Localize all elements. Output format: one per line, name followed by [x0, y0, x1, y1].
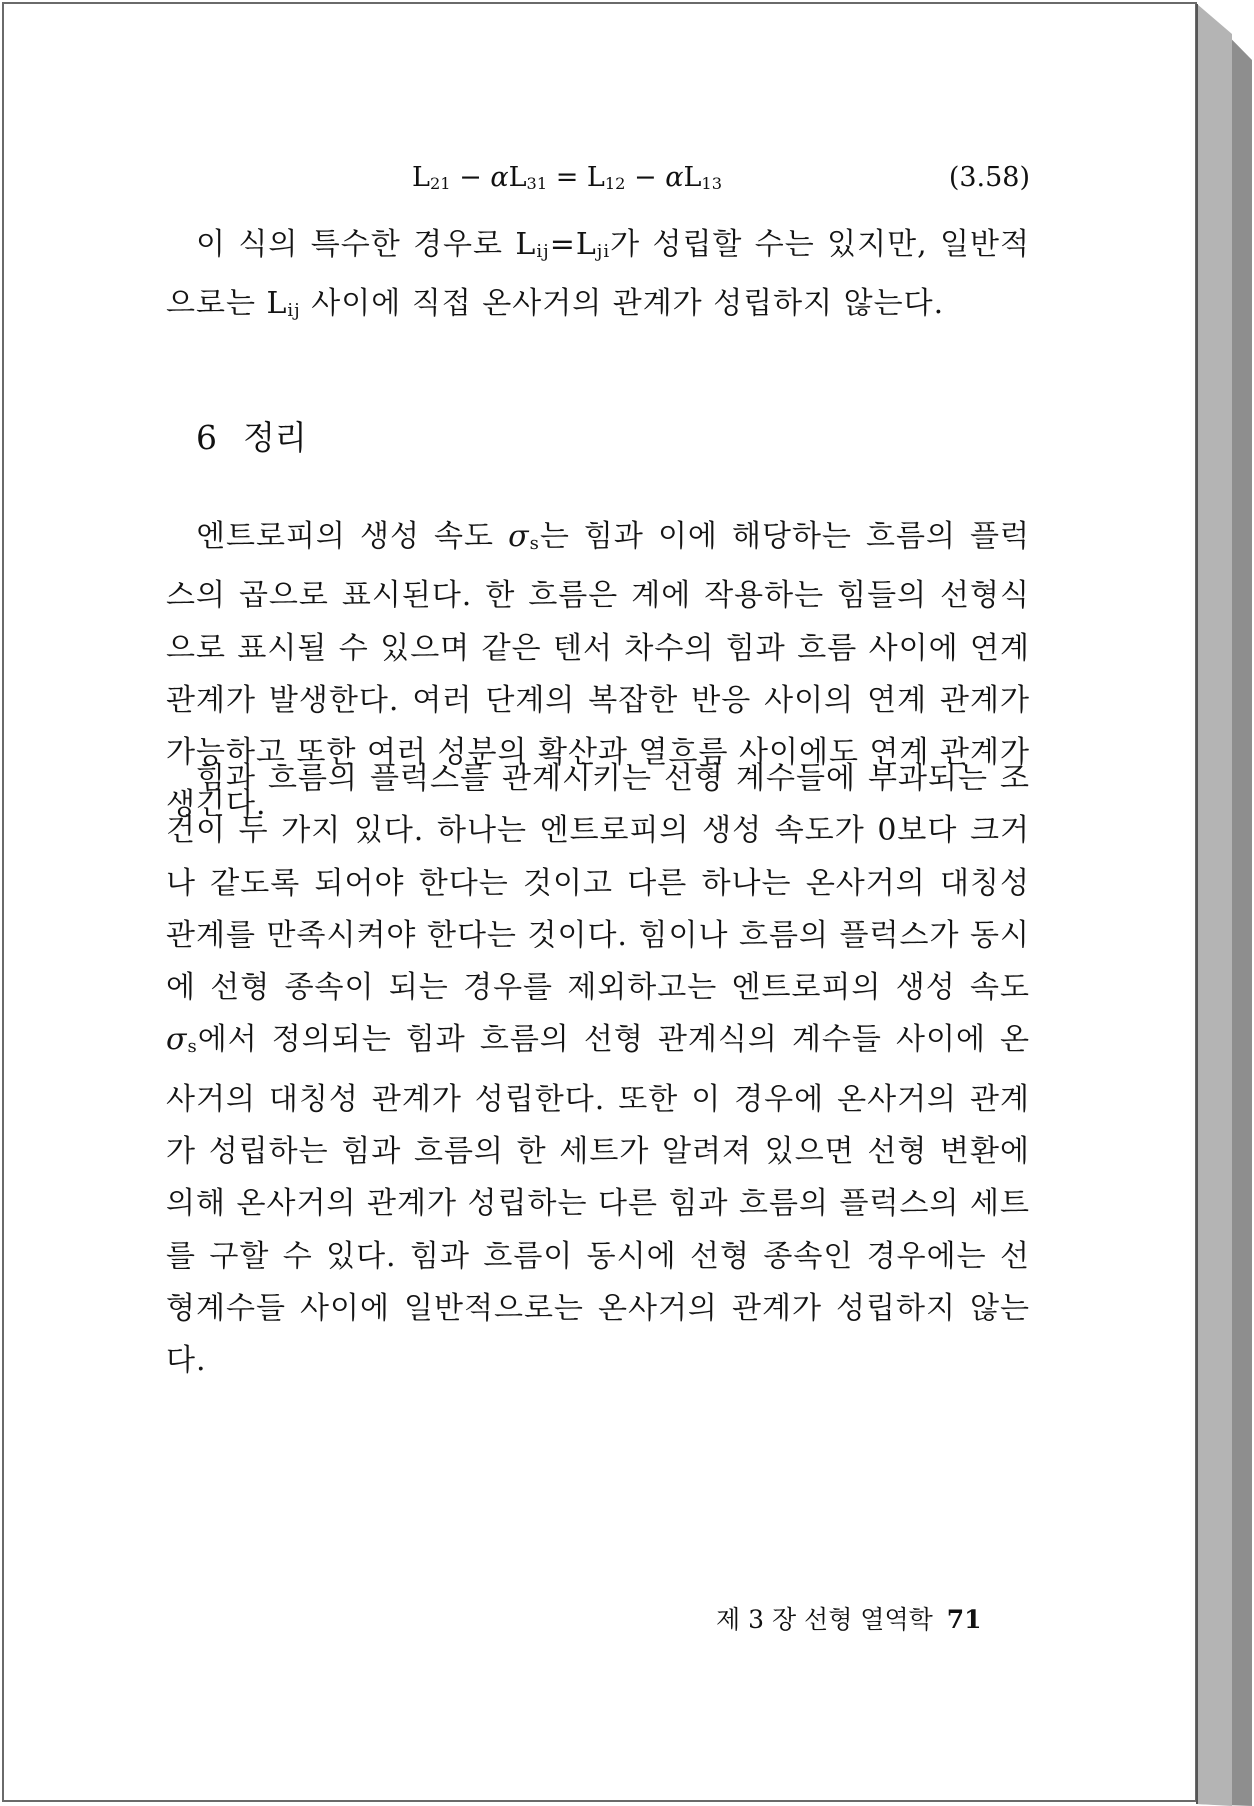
running-footer [716, 1600, 1036, 1636]
equation-row [160, 158, 1030, 198]
section-title: 정리 [243, 418, 307, 457]
equation-number: (3.58) [948, 162, 1030, 193]
chapter-title: 제 3 장 선형 열역학 [716, 1605, 933, 1634]
paragraph-3: 힘과 흐름의 플럭스를 관계시키는 선형 계수들에 부과되는 조건이 두 가지 있다. 하나는 엔트로피의 생성 속도가 0보다 크거나 같도록 되어야 한다는 것이고 다른 하나는 온사거의 대칭성 관계를 만족시켜야 한다는 것이다. 힘이나 흐름의 플럭스가 동시에 선형 종속이 되는 경우를 제외하고는 엔트로피의 생성 속도 $\sigma_s$에서 정의되는 힘과 흐름의 선형 관계식의 계수들 사이에 온사거의 대칭성 관계가 성립한다. 또한 이 경우에 온사거의 관계가 성립하는 힘과 흐름의 한 세트가 알려져 있으면 선형 변환에 의해 온사거의 관계가 성립하는 다른 힘과 흐름의 플럭스의 세트를 구할 수 있다. 힘과 흐름이 동시에 선형 종속인 경우에는 선형계수들 사이에 일반적으로는 온사거의 관계가 성립하지 않는다. [166, 761, 1030, 1379]
paragraph-1: 이 식의 특수한 경우로 $L_{ij}=L_{ji}$가 성립할 수는 있지만, 일반적으로는 $L_{ij}$ 사이에 직접 온사거의 관계가 성립하지 않는다. [166, 227, 1030, 322]
section-number: 6 [196, 418, 217, 457]
section-heading [196, 412, 307, 459]
page-number: 71 [946, 1605, 982, 1634]
paragraph-2: 엔트로피의 생성 속도 $\sigma_s$는 힘과 이에 해당하는 흐름의 플럭스의 곱으로 표시된다. 한 흐름은 계에 작용하는 힘들의 선형식으로 표시될 수 있으며 같은 텐서 차수의 힘과 흐름 사이에 연계 관계가 발생한다. 여러 단계의 복잡한 반응 사이의 연계 관계가 가능하고 또한 여러 성분의 확산과 열흐름 사이에도 연계 관계가 생긴다. [166, 519, 1030, 823]
equation: $L_{21} - \alpha L_{31} = L_{12} - \alpha L_{13}$ [412, 162, 723, 193]
